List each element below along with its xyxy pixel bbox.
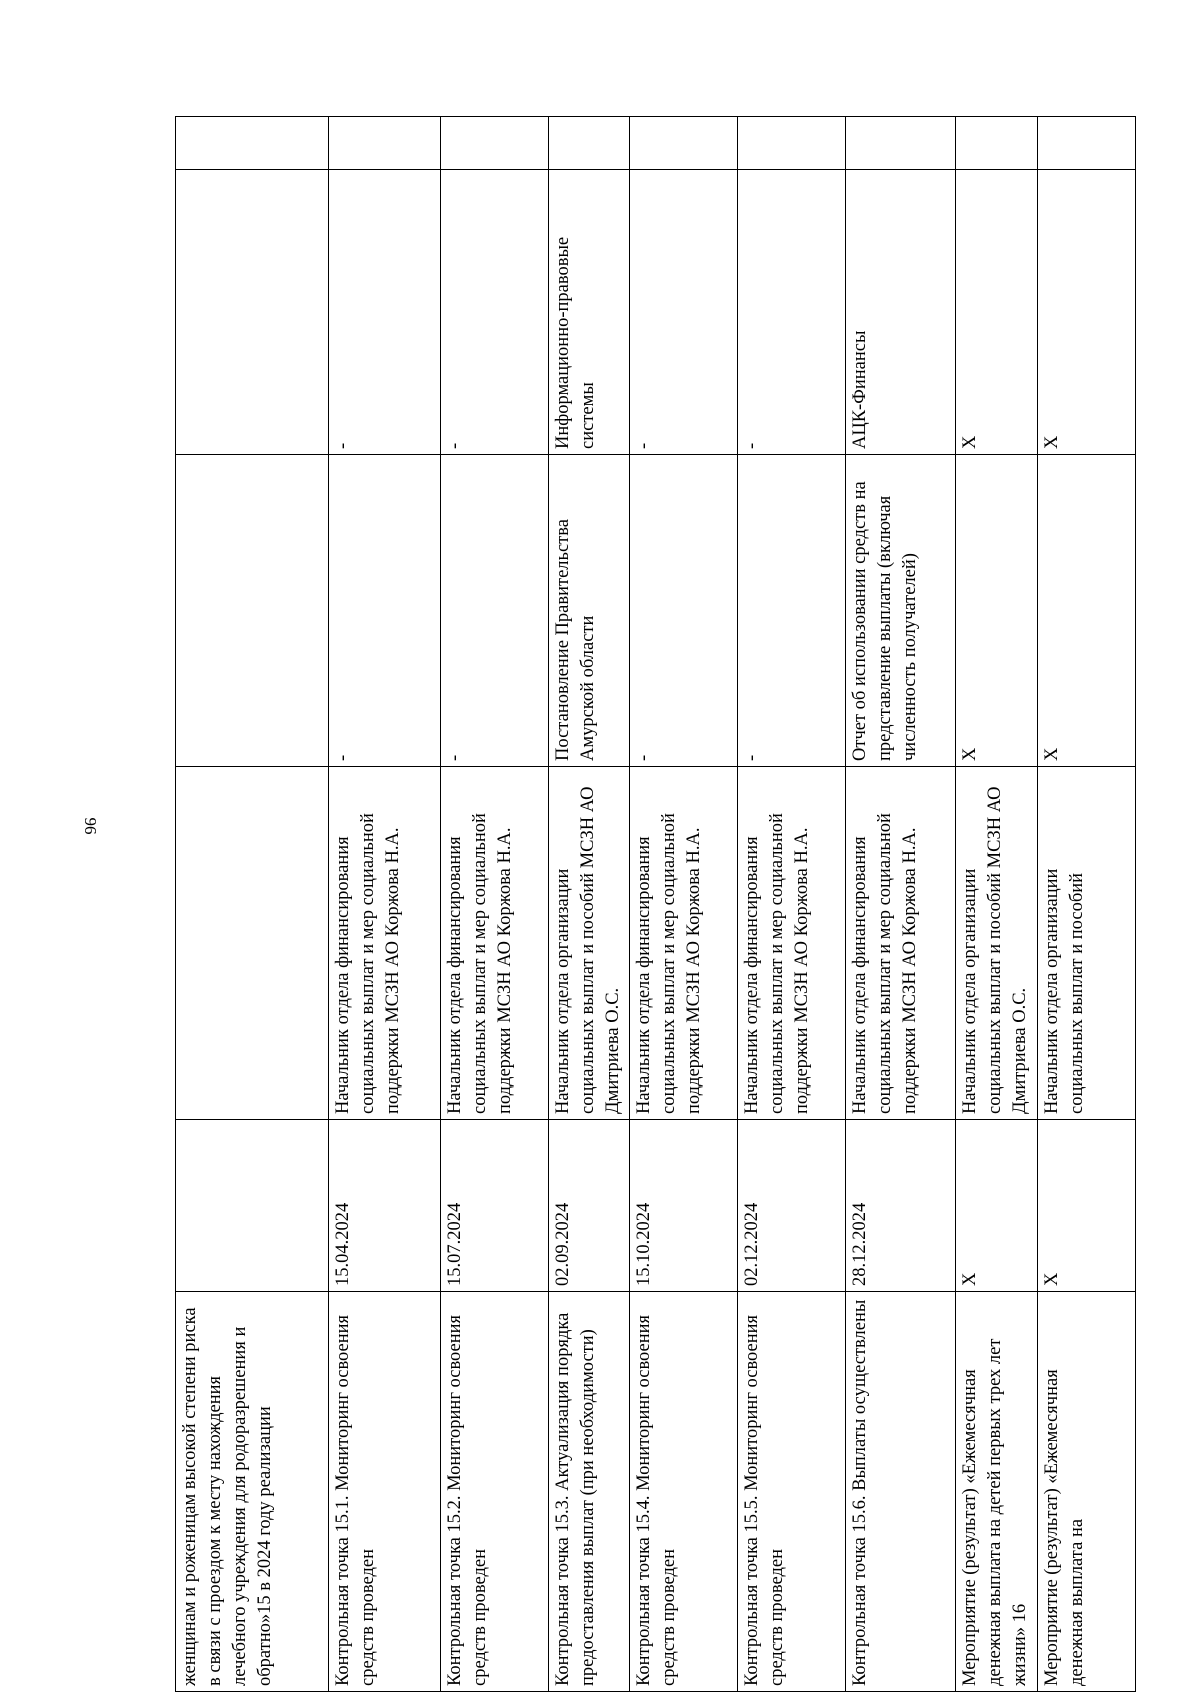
cell-event: Контрольная точка 15.5. Мониторинг освоения средств проведен bbox=[738, 1292, 846, 1692]
cell-empty bbox=[549, 117, 630, 170]
cell-document: Х bbox=[1038, 455, 1136, 767]
cell-system: Информационно-правовые системы bbox=[549, 170, 630, 455]
cell-empty bbox=[441, 117, 549, 170]
cell-responsible: Начальник отдела финансирования социальных выплат и мер социальной поддержки МСЗН АО Коржова Н.А. bbox=[630, 767, 738, 1120]
cell-responsible: Начальник отдела финансирования социальных выплат и мер социальной поддержки МСЗН АО Коржова Н.А. bbox=[329, 767, 441, 1120]
cell-empty bbox=[846, 117, 956, 170]
table-row bbox=[846, 117, 956, 1692]
cell-date: Х bbox=[956, 1120, 1038, 1292]
rotated-table-container bbox=[175, 117, 1135, 1692]
cell-empty bbox=[329, 117, 441, 170]
cell-event: Контрольная точка 15.2. Мониторинг освоения средств проведен bbox=[441, 1292, 549, 1692]
cell-event: Контрольная точка 15.6. Выплаты осуществлены bbox=[846, 1292, 956, 1692]
cell-empty bbox=[1038, 117, 1136, 170]
table-row bbox=[176, 117, 329, 1692]
cell-empty bbox=[738, 117, 846, 170]
cell-system bbox=[176, 170, 329, 455]
cell-system: Х bbox=[1038, 170, 1136, 455]
cell-responsible: Начальник отдела финансирования социальных выплат и мер социальной поддержки МСЗН АО Коржова Н.А. bbox=[846, 767, 956, 1120]
cell-date: 15.10.2024 bbox=[630, 1120, 738, 1292]
cell-document: Постановление Правительства Амурской области bbox=[549, 455, 630, 767]
cell-event: Мероприятие (результат) «Ежемесячная денежная выплата на детей первых трех лет жизни» 16 bbox=[956, 1292, 1038, 1692]
cell-responsible bbox=[176, 767, 329, 1120]
table-row bbox=[630, 117, 738, 1692]
cell-event: Контрольная точка 15.1. Мониторинг освоения средств проведен bbox=[329, 1292, 441, 1692]
table-row bbox=[738, 117, 846, 1692]
table-row bbox=[956, 117, 1038, 1692]
table-row bbox=[1038, 117, 1136, 1692]
cell-date: 02.12.2024 bbox=[738, 1120, 846, 1292]
cell-document: - bbox=[738, 455, 846, 767]
page-number: 96 bbox=[81, 817, 100, 835]
cell-document bbox=[176, 455, 329, 767]
cell-system: - bbox=[441, 170, 549, 455]
plan-table bbox=[175, 116, 1136, 1692]
cell-document: Отчет об использовании средств на представление выплаты (включая численность получателей) bbox=[846, 455, 956, 767]
table-row bbox=[441, 117, 549, 1692]
cell-empty bbox=[956, 117, 1038, 170]
cell-date: 15.04.2024 bbox=[329, 1120, 441, 1292]
cell-document: - bbox=[441, 455, 549, 767]
cell-responsible: Начальник отдела организации социальных выплат и пособий МСЗН АО Дмитриева О.С. bbox=[549, 767, 630, 1120]
cell-system: Х bbox=[956, 170, 1038, 455]
cell-event: Контрольная точка 15.3. Актуализация порядка предоставления выплат (при необходимости) bbox=[549, 1292, 630, 1692]
cell-date: 28.12.2024 bbox=[846, 1120, 956, 1292]
cell-event: Контрольная точка 15.4. Мониторинг освоения средств проведен bbox=[630, 1292, 738, 1692]
cell-responsible: Начальник отдела финансирования социальных выплат и мер социальной поддержки МСЗН АО Коржова Н.А. bbox=[441, 767, 549, 1120]
cell-responsible: Начальник отдела финансирования социальных выплат и мер социальной поддержки МСЗН АО Коржова Н.А. bbox=[738, 767, 846, 1120]
cell-date: 02.09.2024 bbox=[549, 1120, 630, 1292]
cell-system: - bbox=[630, 170, 738, 455]
cell-empty bbox=[630, 117, 738, 170]
cell-document: Х bbox=[956, 455, 1038, 767]
cell-date: 15.07.2024 bbox=[441, 1120, 549, 1292]
cell-empty bbox=[176, 117, 329, 170]
cell-responsible: Начальник отдела организации социальных выплат и пособий МСЗН АО Дмитриева О.С. bbox=[956, 767, 1038, 1120]
cell-system: - bbox=[329, 170, 441, 455]
cell-responsible: Начальник отдела организации социальных выплат и пособий bbox=[1038, 767, 1136, 1120]
cell-document: - bbox=[329, 455, 441, 767]
cell-event: женщинам и роженицам высокой степени риска в связи с проездом к месту нахождения лечебного учреждения для родоразрешения и обратно»15 в 2024 году реализации bbox=[176, 1292, 329, 1692]
cell-system: - bbox=[738, 170, 846, 455]
cell-date: Х bbox=[1038, 1120, 1136, 1292]
cell-system: АЦК-Финансы bbox=[846, 170, 956, 455]
cell-event: Мероприятие (результат) «Ежемесячная денежная выплата на bbox=[1038, 1292, 1136, 1692]
table-row bbox=[549, 117, 630, 1692]
table-row bbox=[329, 117, 441, 1692]
cell-date bbox=[176, 1120, 329, 1292]
cell-document: - bbox=[630, 455, 738, 767]
